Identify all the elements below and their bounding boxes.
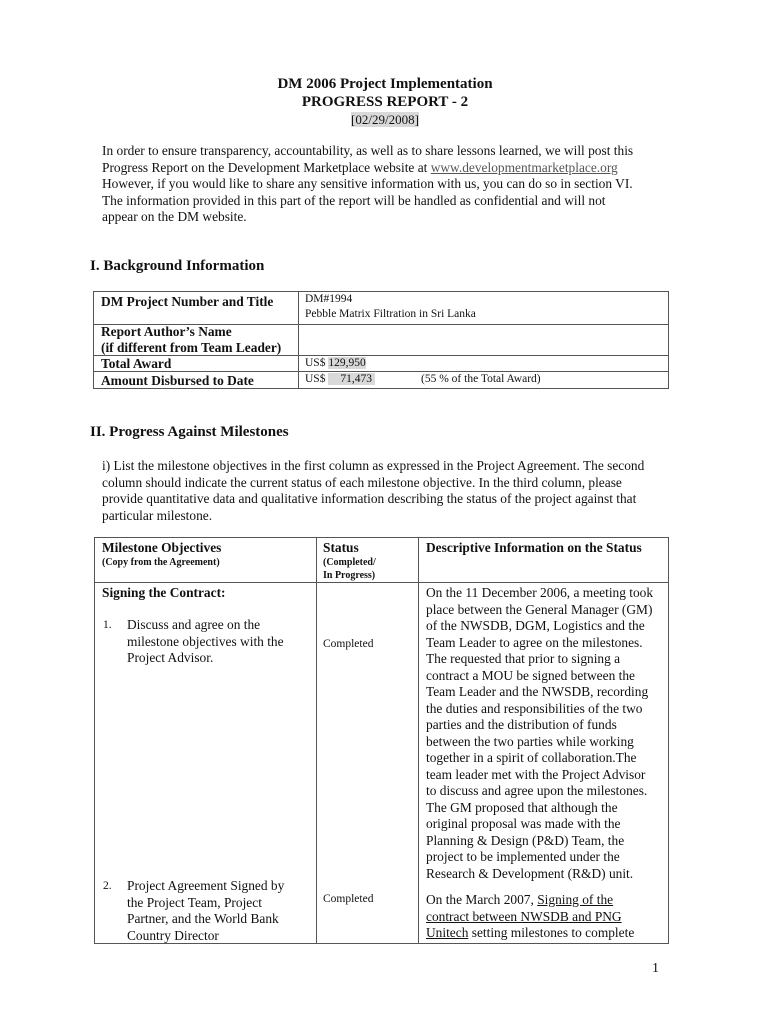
section-milestones-heading: II. Progress Against Milestones	[90, 424, 289, 440]
page-number: 1	[652, 961, 659, 976]
milestone-1-description: On the 11 December 2006, a meeting took place between the General Manager (GM) of the NWSDB, DGM, Logistics and the Team Leader to agree on the milestones. The requested that prior to signing a contract a MOU be signed between the Team Leader and the NWSDB, recording the duties and responsibilities of the two parties and the distribution of funds between the two parties while working together in a spirit of collaboration.The team leader met with the Project Advisor to discuss and agree upon the milestones. The GM proposed that although the original proposal was made with the Planning & Design (P&D) Team, the project to be implemented under the Research & Development (R&D) unit.	[426, 585, 654, 881]
milestone-1-text: Discuss and agree on the milestone objectives with the Project Advisor.	[127, 617, 284, 665]
milestone-2-number: 2.	[103, 880, 112, 892]
milestone-1-number: 1.	[103, 619, 112, 631]
disbursed-value: US$ 71,473	[305, 373, 375, 385]
milestone-2-text: Project Agreement Signed by the Project Team, Project Partner, and the World Bank Country Director	[127, 878, 285, 943]
total-award-value: US$ 129,950	[305, 357, 366, 369]
col-description-header: Descriptive Information on the Status	[426, 540, 642, 555]
disbursed-label: Amount Disbursed to Date	[101, 373, 254, 388]
dm-website-link[interactable]: www.developmentmarketplace.org	[430, 159, 618, 175]
author-label-line2: (if different from Team Leader)	[101, 340, 282, 355]
section-background-heading: I. Background Information	[90, 258, 265, 274]
col-milestone-header: Milestone Objectives	[102, 540, 222, 555]
total-award-label: Total Award	[101, 356, 172, 371]
project-number-value: DM#1994	[305, 293, 353, 305]
disbursed-percentage: (55 % of the Total Award)	[421, 373, 541, 385]
milestones-instructions: i) List the milestone objectives in the first column as expressed in the Project Agreement. The second column should indicate the current status of each milestone objective. In the third column, please provide quantitative data and qualitative information describing the status of the project against that particular milestone.	[102, 458, 645, 523]
report-date: [02/29/2008]	[351, 112, 419, 127]
col-status-header: Status	[323, 540, 359, 555]
milestone-group-title: Signing the Contract:	[102, 585, 226, 600]
col-status-subheader-1: (Completed/	[323, 557, 376, 568]
report-title-line2: PROGRESS REPORT - 2	[301, 94, 469, 110]
project-title-value: Pebble Matrix Filtration in Sri Lanka	[305, 308, 476, 320]
author-label-line1: Report Author’s Name	[101, 324, 232, 339]
col-status-subheader-2: In Progress)	[323, 570, 376, 581]
milestone-2-status: Completed	[323, 893, 374, 905]
report-title-line1: DM 2006 Project Implementation	[277, 76, 493, 92]
intro-paragraph: In order to ensure transparency, accountability, as well as to share lessons learned, we will post this Progress Report on the Development Marketplace website at www.developmentmarketplace.org However, if you would like to share any sensitive information with us, you can do so in section VI. The information provided in this part of the report will be handled as confidential and will not appear on the DM website.	[102, 143, 634, 224]
col-milestone-subheader: (Copy from the Agreement)	[102, 557, 220, 568]
milestone-1-status: Completed	[323, 638, 374, 650]
milestone-2-description: On the March 2007, Signing of the contract between NWSDB and PNG Unitech setting milestones to complete	[426, 892, 635, 940]
project-number-label: DM Project Number and Title	[101, 294, 274, 309]
